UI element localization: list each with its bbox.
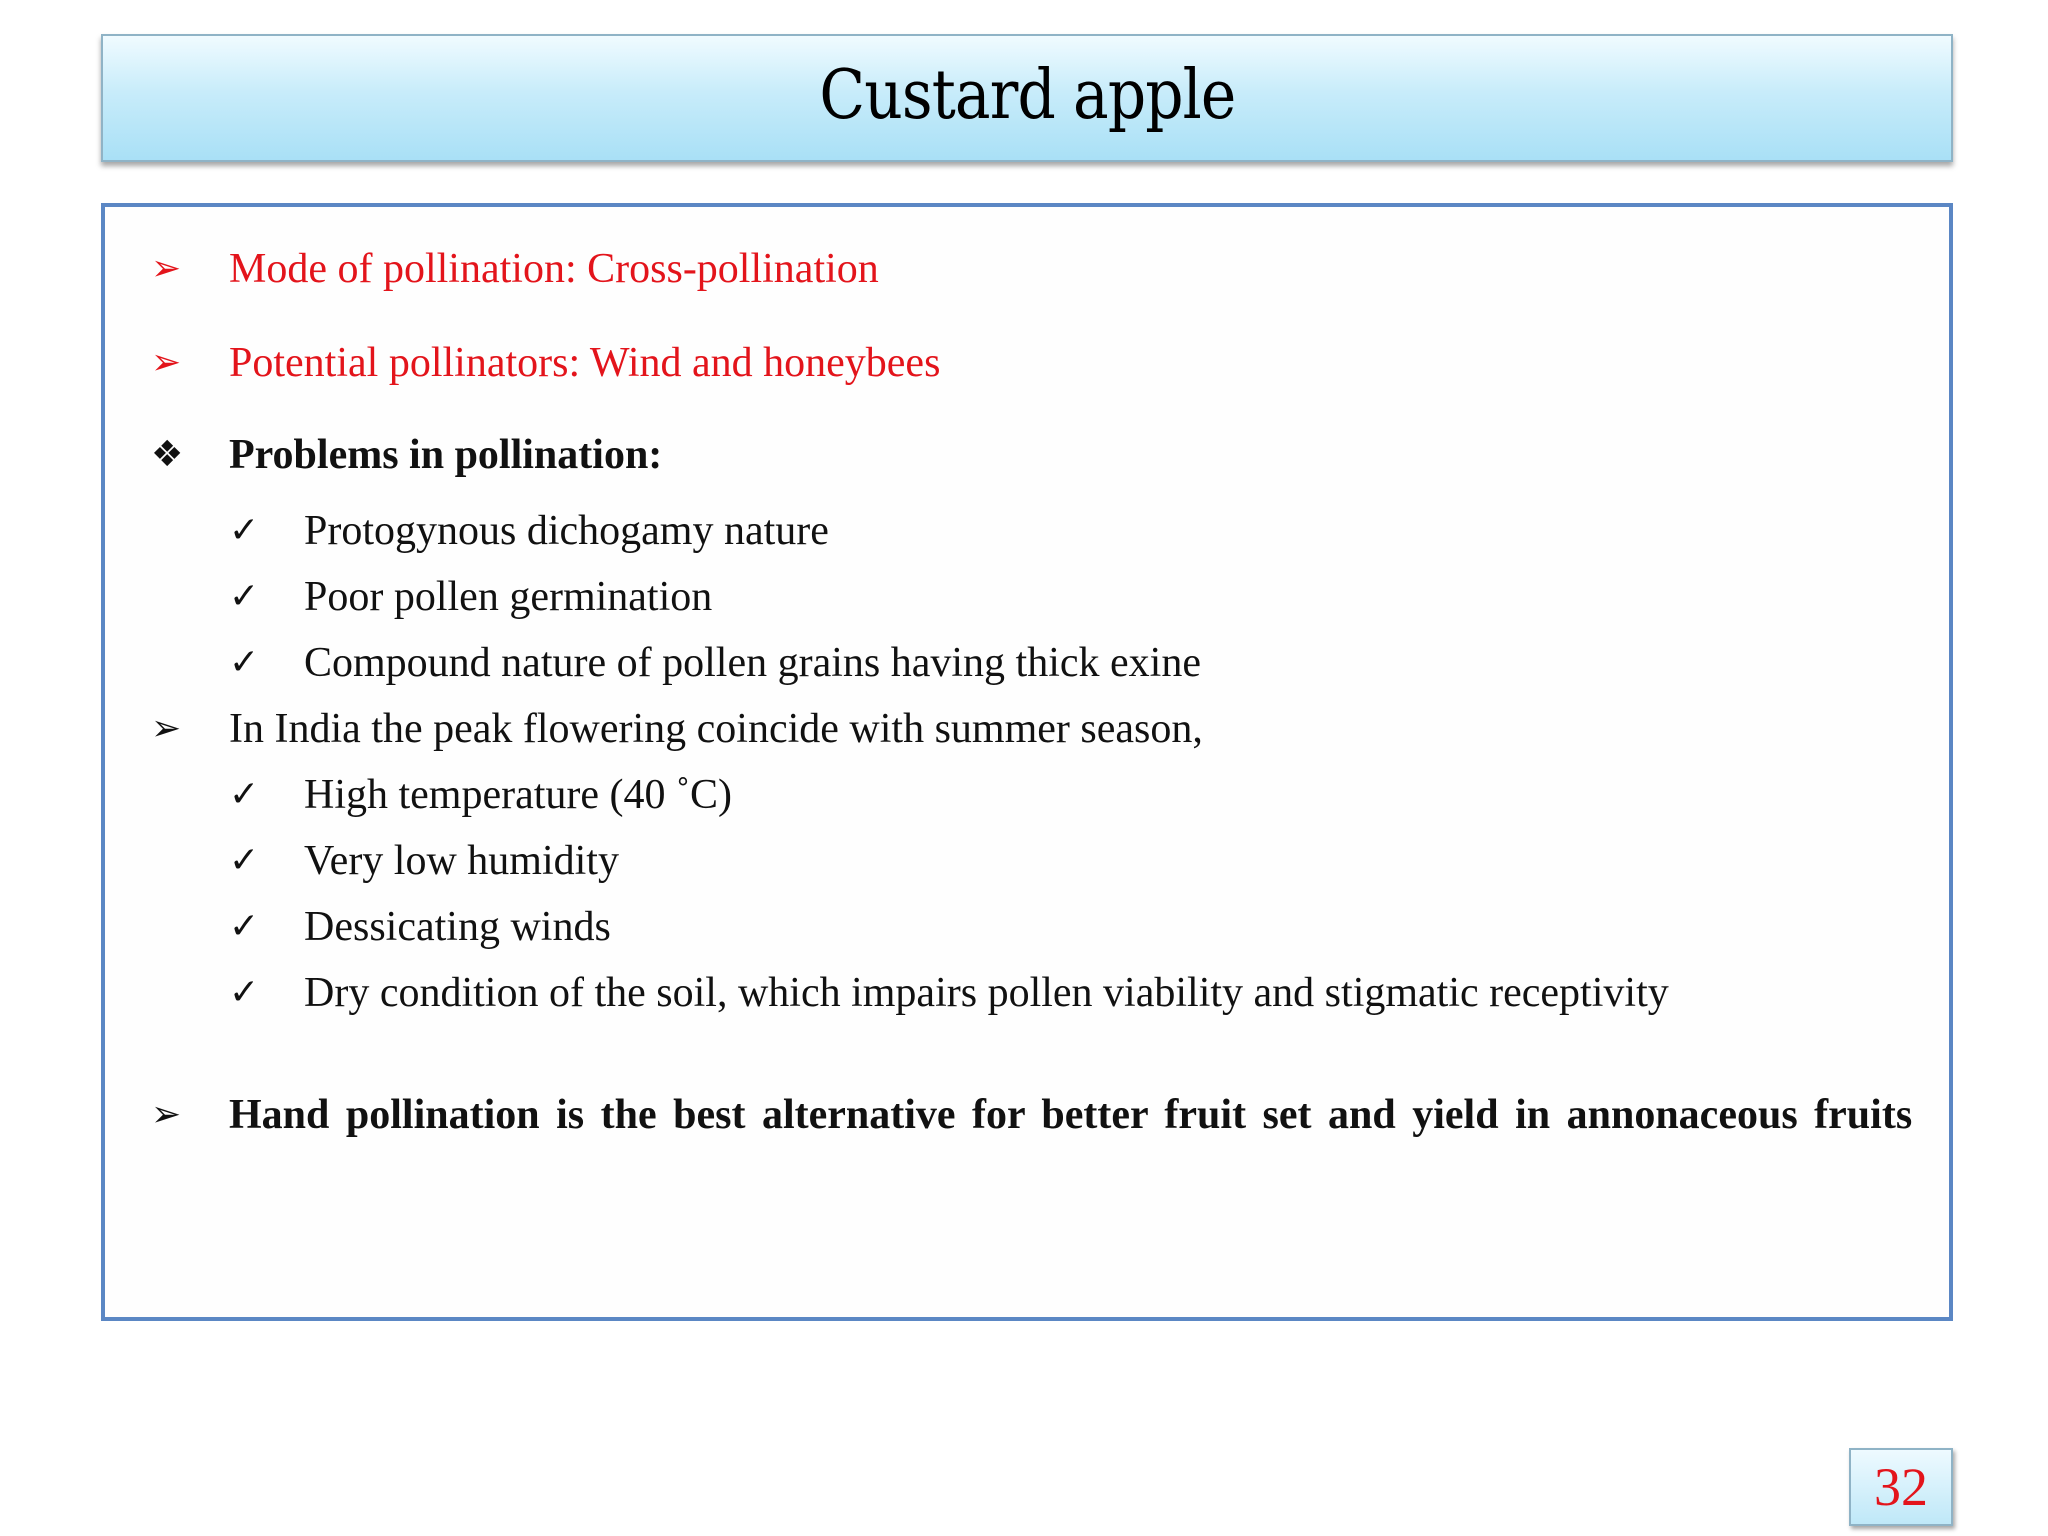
page-number-badge: 32 [1849, 1448, 1953, 1526]
sub-bullet-text: Dry condition of the soil, which impairs pollen viability and stigmatic receptivity [304, 970, 1669, 1016]
bullet-text: Mode of pollination: Cross-pollination [229, 246, 879, 292]
bullet-text: Potential pollinators: Wind and honeybees [229, 340, 941, 386]
arrow-bullet-icon: ➢ [151, 708, 182, 749]
arrow-bullet-icon: ➢ [151, 342, 182, 383]
diamond-bullet-icon: ❖ [151, 434, 184, 475]
content-box [101, 203, 1953, 1321]
conclusion-text: Hand pollination is the best alternative for better fruit set and yield in annonaceous fruits [229, 1092, 1913, 1138]
sub-bullet-text: Compound nature of pollen grains having thick exine [304, 640, 1201, 686]
arrow-bullet-icon: ➢ [151, 1094, 182, 1135]
slide-title: Custard apple [818, 55, 1236, 135]
check-bullet-icon: ✓ [229, 840, 260, 881]
sub-bullet-text: Protogynous dichogamy nature [304, 508, 829, 554]
bullet-text: Problems in pollination: [229, 432, 663, 478]
sub-bullet-text: Very low humidity [304, 838, 619, 884]
check-bullet-icon: ✓ [229, 576, 260, 617]
sub-bullet-text: Dessicating winds [304, 904, 611, 950]
slide-title-bar [101, 34, 1953, 162]
check-bullet-icon: ✓ [229, 510, 260, 551]
bullet-text: In India the peak flowering coincide with summer season, [229, 706, 1203, 752]
check-bullet-icon: ✓ [229, 642, 260, 683]
check-bullet-icon: ✓ [229, 972, 260, 1013]
check-bullet-icon: ✓ [229, 906, 260, 947]
check-bullet-icon: ✓ [229, 774, 260, 815]
arrow-bullet-icon: ➢ [151, 248, 182, 289]
sub-bullet-text: High temperature (40 ˚C) [304, 772, 733, 818]
sub-bullet-text: Poor pollen germination [304, 574, 713, 620]
